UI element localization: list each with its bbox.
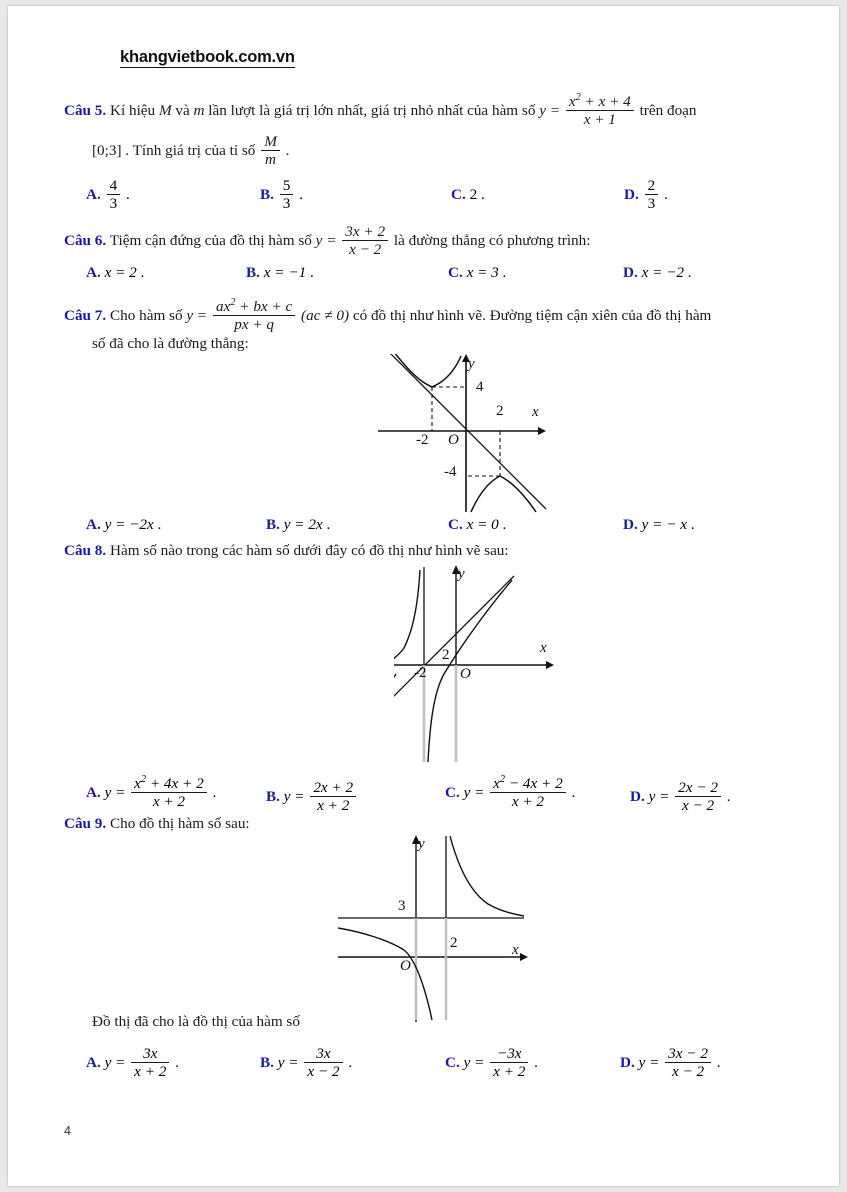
origin-label: O: [400, 958, 411, 974]
option-letter-b: B.: [246, 264, 260, 281]
cau5-fraction-denominator: x + 1: [566, 110, 634, 128]
graph-cau7-svg: [360, 354, 560, 514]
x-axis-label: x: [540, 640, 547, 656]
option-letter-c: C.: [451, 186, 466, 203]
option-cau8-b-y: y =: [283, 788, 305, 805]
option-letter-a: A.: [86, 264, 101, 281]
tick-label-y-2: 2: [442, 647, 450, 663]
question-label-cau5: Câu 5.: [64, 102, 107, 119]
cau5-symbol-M: M: [158, 102, 172, 119]
option-cau9-d-dot: .: [716, 1054, 721, 1071]
option-cau5-a-denominator: 3: [107, 194, 121, 212]
cau6-text-before: Tiệm cận đứng của đồ thị hàm số: [109, 232, 312, 249]
cau5-fraction-numerator: $x^2 + x + 4$: [568, 91, 631, 110]
origin-label: O: [448, 432, 459, 448]
option-cau5-d-numerator: 2: [647, 177, 656, 194]
question-cau7-line2: số đã cho là đường thẳng:: [92, 335, 249, 352]
option-cau7-c-value: x = 0: [466, 516, 499, 533]
option-cau9-d-fraction: [665, 1045, 711, 1080]
cau7-formula-y: y =: [186, 307, 208, 324]
option-cau8-d-y: y =: [648, 788, 670, 805]
option-cau7-c[interactable]: [448, 516, 506, 534]
option-cau8-c-y: y =: [463, 784, 485, 801]
graph-cau7: [360, 354, 560, 514]
question-cau9-prompt: Đồ thị đã cho là đồ thị của hàm số: [92, 1013, 300, 1030]
cau7-text-after: có đồ thị như hình vẽ. Đường tiệm cận xiên của đồ thị hàm: [352, 307, 712, 324]
question-label-cau7: Câu 7.: [64, 307, 107, 324]
cau5-ratio-numerator: M: [264, 133, 277, 150]
y-axis-label: y: [458, 566, 465, 582]
question-cau9-line1: [64, 814, 250, 835]
site-header: khangvietbook.com.vn: [120, 48, 295, 68]
cau5-interval: [0;3]: [92, 142, 122, 159]
option-cau9-c-y: y =: [463, 1054, 485, 1071]
option-cau8-c-denominator: x + 2: [490, 792, 566, 810]
cau5-fraction: [566, 93, 634, 128]
option-cau9-a-fraction: [131, 1045, 169, 1080]
option-cau8-a-dot: .: [212, 784, 217, 801]
question-label-cau8: Câu 8.: [64, 542, 107, 559]
option-cau5-b[interactable]: [260, 178, 303, 213]
question-cau8-line1: [64, 541, 509, 562]
option-cau9-c-numerator: −3x: [496, 1045, 522, 1062]
question-label-cau9: Câu 9.: [64, 815, 107, 832]
option-letter-a: A.: [86, 516, 101, 533]
question-cau5-line1: [64, 91, 697, 129]
option-cau8-a-numerator: $x^2 + 4x + 2$: [134, 773, 204, 792]
tick-label-y-neg4: -4: [444, 464, 457, 480]
cau7-text-before: Cho hàm số: [110, 307, 183, 324]
option-cau9-b-denominator: x − 2: [304, 1062, 342, 1080]
option-cau9-c-fraction: [490, 1045, 528, 1080]
question-cau5-line2: [92, 134, 289, 169]
option-cau7-d-dot: .: [690, 516, 695, 533]
option-cau8-c-dot: .: [571, 784, 576, 801]
x-axis-label: x: [532, 404, 539, 420]
cau7-fraction: [213, 298, 295, 333]
cau6-fraction-numerator: 3x + 2: [345, 223, 386, 240]
graph-cau8: [394, 562, 584, 762]
option-cau9-b-dot: .: [348, 1054, 353, 1071]
cau5-symbol-m: m: [193, 102, 205, 119]
option-cau5-d[interactable]: [624, 178, 668, 213]
cau6-formula-y: y =: [315, 232, 337, 249]
cau7-fraction-denominator: px + q: [213, 315, 295, 333]
option-cau5-b-fraction: [280, 177, 294, 212]
option-cau5-b-denominator: 3: [280, 194, 294, 212]
option-cau8-b-numerator: 2x + 2: [313, 779, 354, 796]
option-cau6-b[interactable]: [246, 264, 314, 282]
y-axis-label: y: [418, 836, 425, 852]
option-cau7-d-value: y = − x: [641, 516, 687, 533]
cau6-fraction: [342, 223, 388, 258]
option-cau8-d[interactable]: [630, 780, 731, 815]
cau7-condition: (ac ≠ 0): [301, 307, 350, 324]
option-letter-d: D.: [630, 788, 645, 805]
option-cau6-c[interactable]: [448, 264, 506, 282]
option-letter-c: C.: [448, 516, 463, 533]
option-cau9-a-denominator: x + 2: [131, 1062, 169, 1080]
option-cau9-d-denominator: x − 2: [665, 1062, 711, 1080]
option-letter-d: D.: [624, 186, 639, 203]
option-letter-b: B.: [266, 788, 280, 805]
tick-label-x-2: 2: [450, 935, 458, 951]
curve-branch-upper-left: [394, 354, 461, 387]
option-cau8-b-denominator: x + 2: [310, 796, 356, 814]
option-cau8-a[interactable]: [86, 773, 217, 811]
option-cau9-b-fraction: [304, 1045, 342, 1080]
cau5-ratio-denominator: m: [261, 150, 280, 168]
option-letter-d: D.: [623, 264, 638, 281]
document-page: [8, 6, 839, 1186]
tick-label-x-neg2: -2: [416, 432, 429, 448]
option-cau9-a-y: y =: [104, 1054, 126, 1071]
option-cau5-a-dot: .: [125, 186, 130, 203]
option-cau5-d-fraction: [645, 177, 659, 212]
option-letter-c: C.: [445, 1054, 460, 1071]
curve-branch-left-tail: [394, 674, 396, 696]
option-letter-d: D.: [620, 1054, 635, 1071]
option-cau6-a-value: x = 2: [104, 264, 137, 281]
option-cau5-a-fraction: [107, 177, 121, 212]
option-cau9-b-y: y =: [277, 1054, 299, 1071]
option-cau7-b-value: y = 2x: [283, 516, 323, 533]
curve-branch-lower-right: [471, 476, 536, 512]
x-axis-arrow: [520, 953, 528, 961]
tick-label-x-neg2: -2: [414, 665, 427, 681]
x-axis-label: x: [512, 942, 519, 958]
option-cau8-c-numerator: $x^2 - 4x + 2$: [493, 773, 563, 792]
option-letter-b: B.: [260, 186, 274, 203]
curve-branch-lower-left: [338, 928, 432, 1020]
option-cau7-b-dot: .: [326, 516, 331, 533]
option-cau9-d[interactable]: [620, 1046, 721, 1081]
option-cau8-a-fraction: [131, 775, 207, 810]
cau5-text-before: Kí hiệu: [110, 102, 156, 119]
option-cau9-a-dot: .: [175, 1054, 179, 1071]
option-cau7-a[interactable]: [86, 516, 161, 534]
option-cau6-b-dot: .: [309, 264, 314, 281]
tick-label-x-2: 2: [496, 403, 504, 419]
cau5-line2-text: . Tính giá trị của tỉ số: [125, 142, 256, 159]
cau5-text-and: và: [175, 102, 190, 119]
option-cau9-c-dot: .: [534, 1054, 538, 1071]
option-cau5-d-denominator: 3: [645, 194, 659, 212]
cau5-formula-y: y =: [539, 102, 561, 119]
graph-cau8-svg: [394, 562, 584, 762]
option-cau9-b[interactable]: [260, 1046, 352, 1081]
cau9-text-before: Cho đồ thị hàm số sau:: [110, 815, 250, 832]
option-cau8-c[interactable]: [445, 773, 576, 811]
cau6-fraction-denominator: x − 2: [342, 240, 388, 258]
option-cau8-d-dot: .: [726, 788, 731, 805]
cau5-text-mid: lần lượt là giá trị lớn nhất, giá trị nhỏ nhất của hàm số: [208, 102, 536, 119]
option-cau8-d-fraction: [675, 779, 721, 814]
cau5-line2-end: .: [285, 142, 290, 159]
option-cau9-c[interactable]: [445, 1046, 538, 1081]
cau5-text-after: trên đoạn: [639, 102, 697, 119]
option-letter-c: C.: [445, 784, 460, 801]
option-letter-a: A.: [86, 784, 101, 801]
option-letter-d: D.: [623, 516, 638, 533]
option-cau8-b[interactable]: [266, 780, 358, 815]
option-cau9-d-numerator: 3x − 2: [668, 1045, 708, 1062]
option-cau5-d-dot: .: [663, 186, 668, 203]
option-cau5-c-dot: .: [480, 186, 485, 203]
option-cau5-a[interactable]: [86, 178, 130, 213]
option-cau5-c[interactable]: [451, 186, 485, 204]
option-cau7-c-dot: .: [502, 516, 507, 533]
option-letter-a: A.: [86, 186, 101, 203]
x-axis-arrow: [538, 427, 546, 435]
y-axis-label: y: [468, 356, 475, 372]
option-letter-b: B.: [260, 1054, 274, 1071]
option-cau5-b-dot: .: [299, 186, 303, 203]
option-cau8-d-numerator: 2x − 2: [678, 779, 718, 796]
page-number: 4: [64, 1124, 71, 1138]
option-cau9-a[interactable]: [86, 1046, 179, 1081]
option-cau8-d-denominator: x − 2: [675, 796, 721, 814]
origin-label: O: [460, 666, 471, 682]
cau7-fraction-numerator: $ax^2$ + bx + c: [215, 296, 293, 315]
option-cau7-b[interactable]: [266, 516, 330, 534]
tick-label-y-4: 4: [476, 379, 484, 395]
option-cau6-b-value: x = −1: [263, 264, 307, 281]
option-letter-a: A.: [86, 1054, 101, 1071]
cau8-text-before: Hàm số nào trong các hàm số dưới đây có đồ thị như hình vẽ sau:: [110, 542, 509, 559]
option-cau6-c-value: x = 3: [466, 264, 499, 281]
cau5-ratio-fraction: [261, 133, 280, 168]
option-cau6-d[interactable]: [623, 264, 692, 282]
question-cau6-line1: [64, 224, 590, 259]
option-cau8-a-y: y =: [104, 784, 126, 801]
option-cau8-c-fraction: [490, 775, 566, 810]
option-cau9-a-numerator: 3x: [143, 1045, 158, 1062]
option-cau7-d[interactable]: [623, 516, 695, 534]
graph-cau9-svg: [338, 832, 538, 1022]
option-cau6-d-value: x = −2: [641, 264, 684, 281]
option-cau5-a-numerator: 4: [109, 177, 118, 194]
option-cau6-a[interactable]: [86, 264, 144, 282]
cau6-text-after: là đường thẳng có phương trình:: [393, 232, 591, 249]
option-cau5-b-numerator: 5: [282, 177, 291, 194]
option-cau7-a-value: y = −2x: [104, 516, 154, 533]
question-label-cau6: Câu 6.: [64, 232, 107, 249]
option-cau8-a-denominator: x + 2: [131, 792, 207, 810]
option-cau9-c-denominator: x + 2: [490, 1062, 528, 1080]
option-letter-b: B.: [266, 516, 280, 533]
option-cau9-b-numerator: 3x: [316, 1045, 331, 1062]
option-cau6-a-dot: .: [140, 264, 145, 281]
option-letter-c: C.: [448, 264, 463, 281]
x-axis-arrow: [546, 661, 554, 669]
tick-label-y-3: 3: [398, 898, 406, 914]
option-cau8-b-fraction: [310, 779, 356, 814]
option-cau6-d-dot: .: [687, 264, 692, 281]
oblique-asymptote-line: [394, 576, 514, 702]
curve-branch-upper-right: [450, 836, 524, 916]
option-cau7-a-dot: .: [157, 516, 162, 533]
graph-cau9: [338, 832, 538, 1022]
option-cau5-c-value: 2: [469, 186, 478, 203]
curve-branch-upper-left: [394, 570, 420, 666]
option-cau6-c-dot: .: [502, 264, 507, 281]
question-cau7-line1: [64, 296, 712, 334]
option-cau9-d-y: y =: [638, 1054, 660, 1071]
